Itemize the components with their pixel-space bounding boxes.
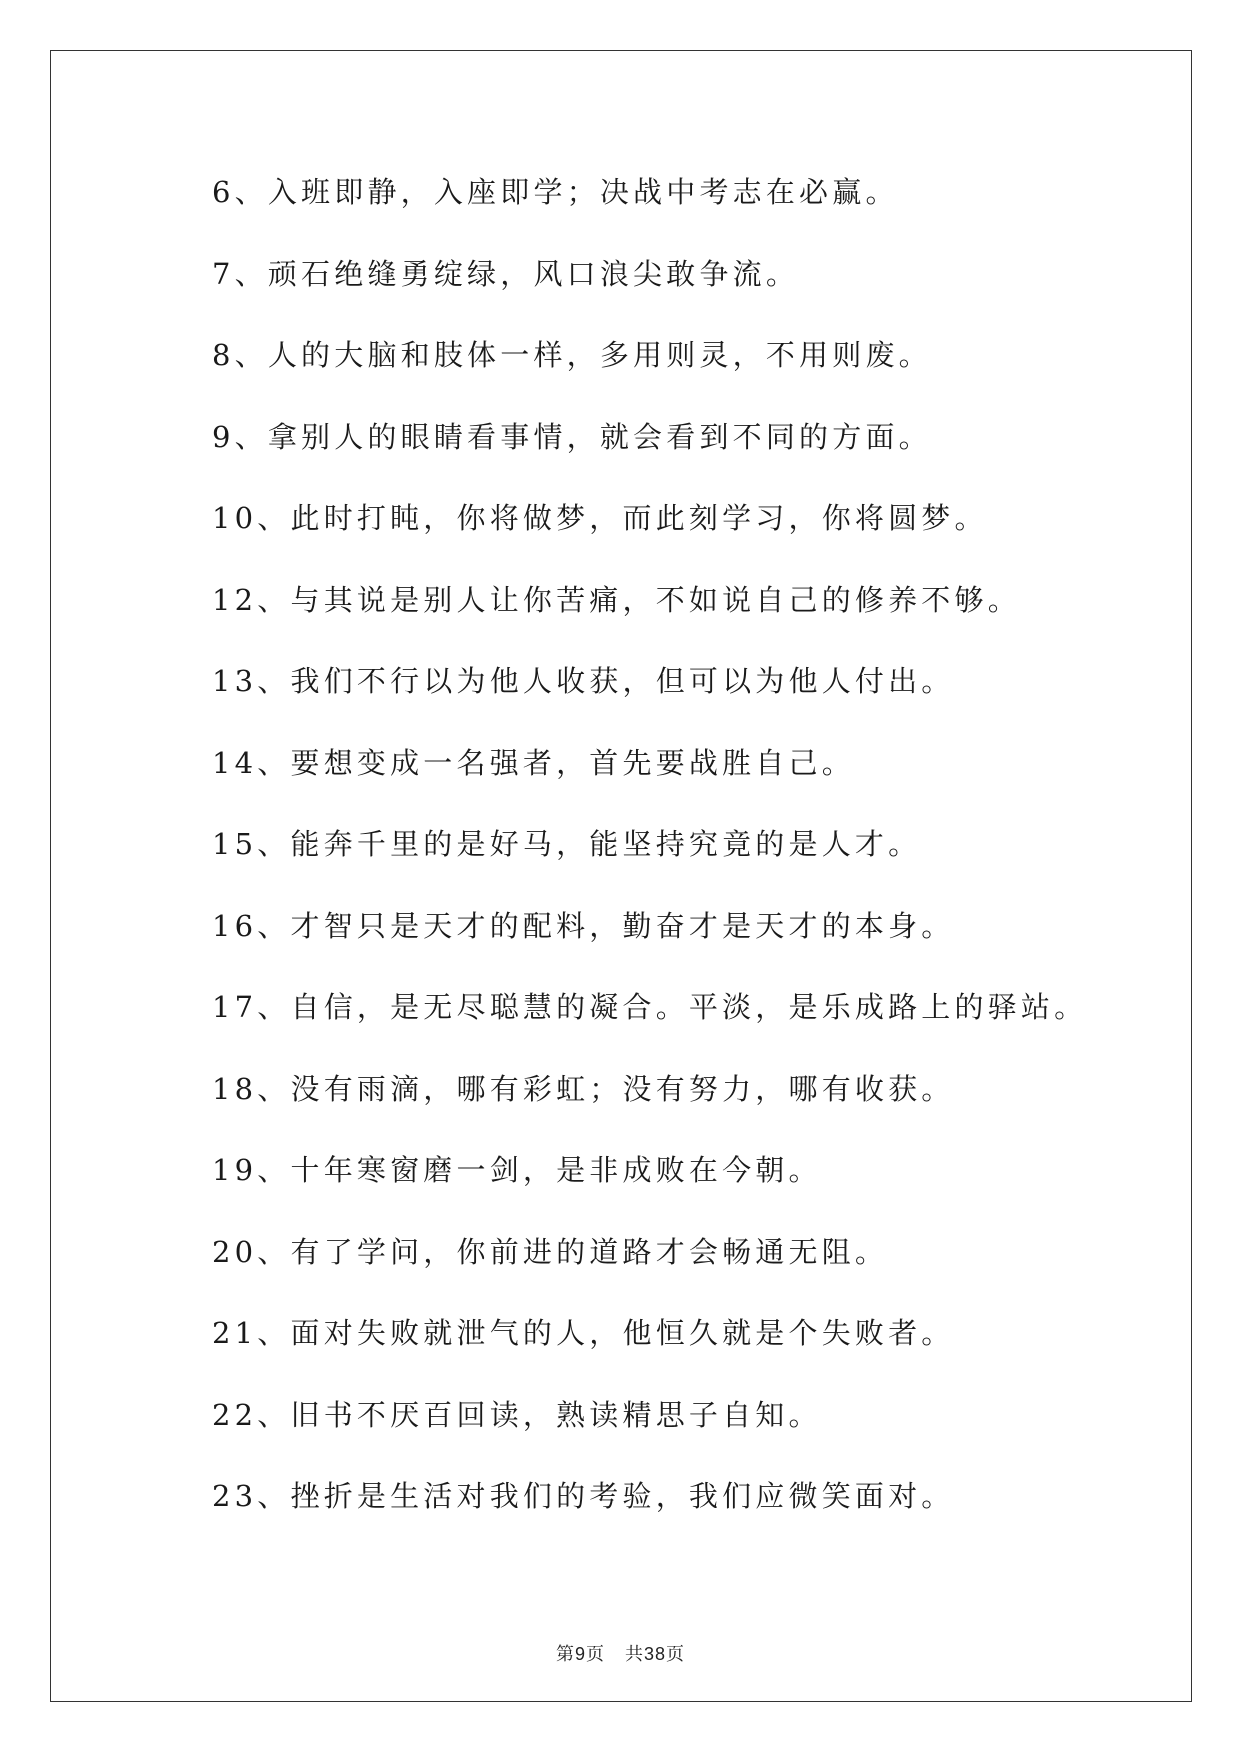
- total-page-count: 38: [643, 1644, 667, 1664]
- quote-line: 17、自信，是无尽聪慧的凝合。平淡，是乐成路上的驿站。: [212, 990, 1088, 1024]
- quote-line: 8、人的大脑和肢体一样，多用则灵，不用则废。: [212, 338, 932, 372]
- page-number-label: [556, 1644, 605, 1665]
- quote-line: 16、才智只是天才的配料，勤奋才是天才的本身。: [212, 908, 955, 943]
- page-suffix: 页: [585, 1644, 605, 1665]
- quote-line: 7、顽石绝缝勇绽绿，风口浪尖敢争流。: [212, 256, 800, 291]
- quote-line: 12、与其说是别人让你苦痛，不如说自己的修养不够。: [212, 582, 1021, 617]
- quote-line: 10、此时打盹，你将做梦，而此刻学习，你将圆梦。: [212, 501, 988, 535]
- quote-line: 23、挫折是生活对我们的考验，我们应微笑面对。: [212, 1479, 955, 1513]
- total-pages-label: [625, 1644, 685, 1665]
- quote-line: 18、没有雨滴，哪有彩虹；没有努力，哪有收获。: [212, 1071, 955, 1106]
- quote-line: 14、要想变成一名强者，首先要战胜自己。: [212, 745, 855, 780]
- quote-list: [212, 170, 1172, 1556]
- quote-line: 9、拿别人的眼睛看事情，就会看到不同的方面。: [212, 419, 932, 454]
- quote-line: 13、我们不行以为他人收获，但可以为他人付出。: [212, 664, 955, 698]
- total-prefix: 共: [624, 1644, 644, 1665]
- page-footer: [0, 1640, 1241, 1666]
- quote-line: 19、十年寒窗磨一剑，是非成败在今朝。: [212, 1153, 822, 1187]
- quote-line: 22、旧书不厌百回读，熟读精思子自知。: [212, 1397, 822, 1432]
- total-suffix: 页: [666, 1644, 686, 1665]
- quote-line: 6、入班即静，入座即学；决战中考志在必赢。: [212, 175, 899, 209]
- quote-line: 20、有了学问，你前进的道路才会畅通无阻。: [212, 1234, 889, 1269]
- page-prefix: 第: [555, 1644, 575, 1665]
- quote-line: 15、能奔千里的是好马，能坚持究竟的是人才。: [212, 827, 922, 861]
- current-page-number: 9: [574, 1644, 586, 1664]
- quote-line: 21、面对失败就泄气的人，他恒久就是个失败者。: [212, 1316, 955, 1350]
